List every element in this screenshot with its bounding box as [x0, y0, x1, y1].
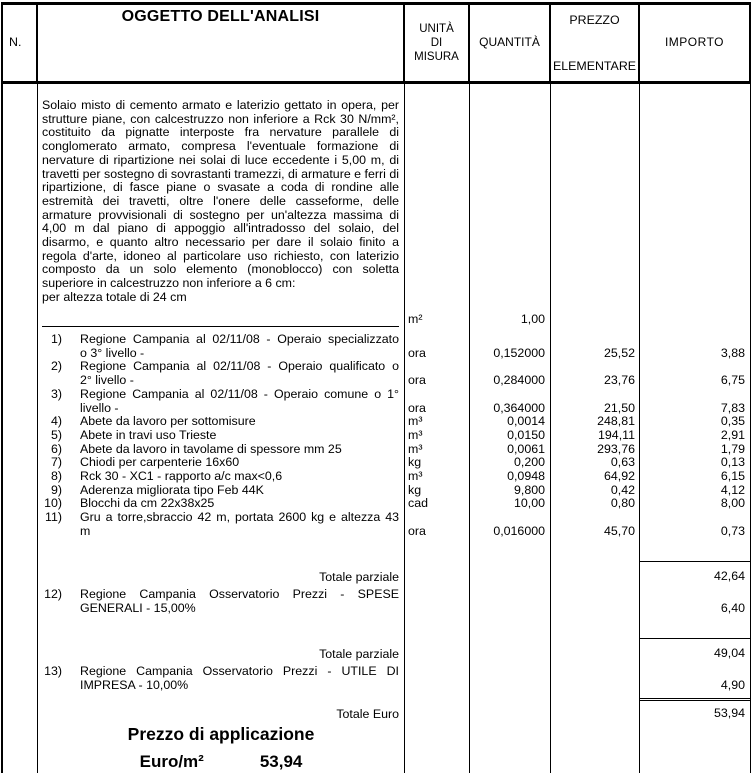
table-row: [3, 388, 751, 415]
price-value: 248,81: [597, 414, 635, 429]
unit-value: m³: [408, 427, 423, 442]
item-number: 10): [44, 496, 62, 511]
amount-value: 0,35: [720, 414, 745, 429]
amount-value: 2,91: [720, 427, 745, 442]
item-number: 9): [50, 482, 62, 497]
main-description: Solaio misto di cemento armato e laterizio gettato in opera, per strutture piane, con calcestruzzo non inferiore a Rck 30 N/mm², costituito da pignatte interposte fra nervature parallele di conglomerato armato, compresa l'eventuale formazione di nervature di ripartizione nei solai di luce eccedente i 5,00 m, di travetti per sostegno di sovrastanti tramezzi, di armature e ferri di ripartizione, di fasce piane o svasate a coda di rondine alle estremità dei travetti, oltre l'onere delle casseforme, delle armature provvisionali di sostegno per un'altezza massima di 4,00 m dal piano di appoggio all'intradosso del solaio, del disarmo, e quanto altro necessario per dare il solaio finito a regola d'arte, idoneo al particolare uso richiesto, con laterizio composto da un solo elemento (monoblocco) con soletta superiore in calcestruzzo non inferiore a 6 cm:: [42, 98, 399, 291]
price-value: 0,42: [610, 482, 635, 497]
quantity-value: 0,284000: [493, 373, 545, 388]
n-cell: [3, 497, 38, 511]
table-row: [3, 497, 751, 511]
quantity-value: 0,0061: [507, 441, 545, 456]
unit-value: ora: [408, 400, 426, 415]
amount-value: 3,88: [720, 345, 745, 360]
price-value: 0,63: [610, 455, 635, 470]
price-value: 0,80: [610, 496, 635, 511]
item-description: Regione Campania Osservatorio Prezzi - SPESE GENERALI - 15,00%: [80, 587, 399, 615]
item-number: 6): [50, 441, 62, 456]
col-header-oggetto: OGGETTO DELL'ANALISI: [38, 5, 405, 81]
item-number: 2): [50, 359, 62, 374]
item-description: Regione Campania al 02/11/08 - Operaio comune o 1° livello -: [80, 386, 399, 415]
n-cell: [3, 429, 38, 443]
item-description: Blocchi da cm 22x38x25: [80, 496, 215, 511]
unit-value: ora: [408, 523, 426, 538]
price-value: 23,76: [603, 373, 635, 388]
total-euro-amount: 53,94: [713, 705, 745, 720]
item-description: Abete da lavoro in tavolame di spessore mm 25: [80, 441, 342, 456]
table-row-utile-impresa: [3, 661, 751, 692]
item-description: Regione Campania al 02/11/08 - Operaio qualificato o 2° livello -: [80, 359, 399, 388]
spacer-row: [3, 539, 751, 561]
main-variant: per altezza totale di 24 cm: [42, 289, 187, 304]
n-cell: [3, 484, 38, 498]
application-price-title-row: [3, 721, 751, 745]
item-number: 4): [50, 414, 62, 429]
amount-value: 0,13: [720, 455, 745, 470]
unit-value: m³: [408, 441, 423, 456]
price-value: 194,11: [598, 427, 635, 442]
amount-value: 1,79: [720, 441, 745, 456]
n-cell: [3, 388, 38, 415]
item-description: Abete in travi uso Trieste: [80, 427, 217, 442]
application-price-row: [3, 745, 751, 772]
item-number: 13): [44, 664, 62, 679]
total-euro-row: [3, 698, 751, 722]
col-header-unita-misura: UNITÀ DI MISURA: [405, 5, 470, 81]
table-row-spese-generali: [3, 584, 751, 615]
amount-value: 4,90: [720, 678, 745, 693]
partial-total-label: Totale parziale: [319, 646, 399, 661]
n-cell: [3, 443, 38, 457]
item-description: Regione Campania Osservatorio Prezzi - UTILE DI IMPRESA - 10,00%: [80, 664, 399, 693]
price-value: 64,92: [603, 469, 635, 484]
table-row: [3, 360, 751, 387]
item-description: Aderenza migliorata tipo Feb 44K: [80, 482, 264, 497]
unit-value: m³: [408, 414, 423, 429]
item-description: Chiodi per carpenterie 16x60: [80, 455, 240, 470]
application-price-unit: Euro/m²: [139, 752, 204, 772]
n-cell: [3, 511, 38, 538]
n-cell: [3, 415, 38, 429]
amount-value: 8,00: [720, 496, 745, 511]
price-value: 21,50: [603, 400, 635, 415]
item-number: 11): [45, 510, 62, 525]
partial-total-row: [3, 638, 751, 662]
table-body: [3, 84, 751, 773]
item-description: Rck 30 - XC1 - rapporto a/c max<0,6: [80, 469, 283, 484]
partial-total-label: Totale parziale: [319, 569, 399, 584]
price-value: 25,52: [603, 345, 635, 360]
unit-value: kg: [408, 455, 422, 470]
item-number: 5): [50, 427, 62, 442]
col-header-prezzo-elementare: PREZZO ELEMENTARE: [551, 5, 640, 81]
application-price-value: 53,94: [259, 752, 303, 772]
unit-value: ora: [408, 373, 426, 388]
unit-value: ora: [408, 345, 426, 360]
total-euro-label: Totale Euro: [336, 706, 399, 721]
table-row: [3, 484, 751, 498]
item-rows: [3, 333, 751, 539]
quantity-value: 0,364000: [493, 400, 545, 415]
quantity-value: 0,0150: [507, 427, 545, 442]
item-description: Abete da lavoro per sottomisure: [80, 414, 256, 429]
partial-total-amount: 49,04: [713, 645, 745, 660]
quantity-value: 0,152000: [493, 345, 545, 360]
item-number: 1): [50, 332, 62, 346]
spacer-row: [3, 616, 751, 638]
unit-value: kg: [408, 482, 422, 497]
quantity-value: 9,800: [513, 482, 545, 497]
n-cell: [3, 470, 38, 484]
item-number: 3): [50, 386, 62, 401]
table-row: [3, 415, 751, 429]
quantity-value: 0,0948: [507, 469, 545, 484]
item-description: Regione Campania al 02/11/08 - Operaio specializzato o 3° livello -: [80, 332, 399, 360]
col-header-quantita: QUANTITÀ: [470, 5, 551, 81]
col-header-importo: IMPORTO: [640, 5, 751, 81]
amount-value: 6,15: [720, 469, 745, 484]
amount-value: 6,40: [720, 600, 745, 615]
partial-total-row: [3, 561, 751, 585]
amount-value: 4,12: [720, 482, 745, 497]
table-row: [3, 443, 751, 457]
application-price-title: Prezzo di applicazione: [38, 721, 405, 745]
col-header-n: N.: [3, 5, 38, 81]
item-number: 12): [44, 587, 62, 602]
amount-value: 7,83: [720, 400, 745, 415]
item-description: Gru a torre,sbraccio 42 m, portata 2600 kg e altezza 43 m: [80, 510, 399, 538]
table-row: [3, 511, 751, 538]
table-header: [3, 2, 751, 84]
table-row: [3, 470, 751, 484]
partial-total-amount: 42,64: [713, 568, 745, 583]
main-unit-value: m²: [408, 312, 423, 327]
quantity-value: 0,200: [513, 455, 545, 470]
quantity-value: 0,016000: [493, 523, 545, 538]
amount-value: 6,75: [720, 373, 745, 388]
n-cell: [3, 456, 38, 470]
unit-value: m³: [408, 469, 423, 484]
unit-value: cad: [408, 496, 428, 511]
n-cell: [3, 360, 38, 387]
amount-value: 0,73: [720, 523, 745, 538]
price-value: 293,76: [597, 441, 635, 456]
price-value: 45,70: [603, 523, 635, 538]
item-number: 7): [50, 455, 62, 470]
quantity-value: 0,0014: [507, 414, 545, 429]
item-number: 8): [50, 469, 62, 484]
main-item-row: [3, 99, 751, 327]
table-row: [3, 429, 751, 443]
main-quantity-value: 1,00: [520, 312, 545, 327]
n-cell: [3, 333, 38, 360]
table-row: [3, 333, 751, 360]
analysis-table: [1, 2, 751, 773]
quantity-value: 10,00: [513, 496, 545, 511]
spacer-row: [3, 84, 751, 99]
table-row: [3, 456, 751, 470]
